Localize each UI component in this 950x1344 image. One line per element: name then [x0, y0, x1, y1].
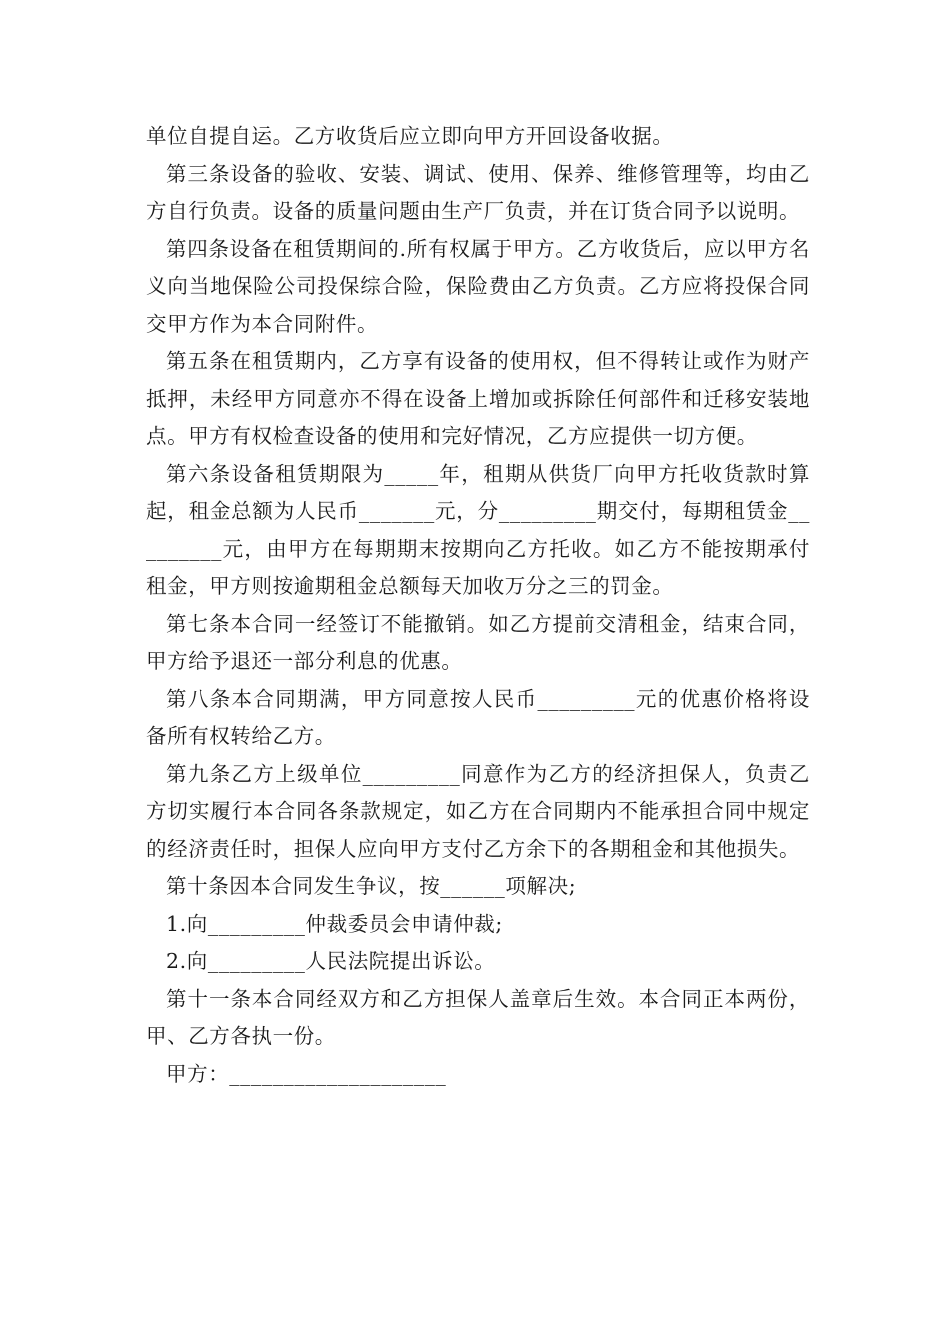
paragraph-article-10: 第十条因本合同发生争议，按______项解决; [166, 874, 577, 898]
paragraph-article-5: 第五条在租赁期内，乙方享有设备的使用权，但不得转让或作为财产抵押，未经甲方同意亦不得在设备上增加或拆除任何部件和迁移安装地点。甲方有权检查设备的使用和完好情况，乙方应提供一切方便。 [146, 349, 810, 448]
paragraph-article-7: 第七条本合同一经签订不能撤销。如乙方提前交清租金，结束合同，甲方给予退还一部分利息的优惠。 [146, 611, 810, 673]
paragraph-option-2: 2.向_________人民法院提出诉讼。 [166, 949, 496, 973]
paragraph-article-11: 第十一条本合同经双方和乙方担保人盖章后生效。本合同正本两份，甲、乙方各执一份。 [146, 986, 810, 1048]
document-body [146, 118, 810, 1093]
paragraph-article-4: 第四条设备在租赁期间的.所有权属于甲方。乙方收货后，应以甲方名义向当地保险公司投保综合险，保险费由乙方负责。乙方应将投保合同交甲方作为本合同附件。 [146, 236, 810, 336]
paragraph-article-8: 第八条本合同期满，甲方同意按人民币_________元的优惠价格将设备所有权转给乙方。 [146, 686, 810, 748]
paragraph-article-9: 第九条乙方上级单位_________同意作为乙方的经济担保人，负责乙方切实履行本合同各条款规定，如乙方在合同期内不能承担合同中规定的经济责任时，担保人应向甲方支付乙方余下的各期租金和其他损失。 [146, 761, 810, 861]
paragraph-article-3: 第三条设备的验收、安装、调试、使用、保养、维修管理等，均由乙方自行负责。设备的质量问题由生产厂负责，并在订货合同予以说明。 [146, 161, 810, 223]
paragraph-option-1: 1.向_________仲裁委员会申请仲裁; [166, 911, 503, 936]
party-a-signature-line: 甲方：____________________ [166, 1061, 447, 1086]
paragraph-article-6: 第六条设备租赁期限为_____年，租期从供货厂向甲方托收货款时算起，租金总额为人民币_______元，分_________期交付，每期租赁金_________元，由甲方在每期期末按期向乙方托收。如乙方不能按期承付租金，甲方则按逾期租金总额每天加收万分之三的罚金。 [146, 461, 810, 598]
paragraph-intro: 单位自提自运。乙方收货后应立即向甲方开回设备收据。 [146, 124, 674, 148]
